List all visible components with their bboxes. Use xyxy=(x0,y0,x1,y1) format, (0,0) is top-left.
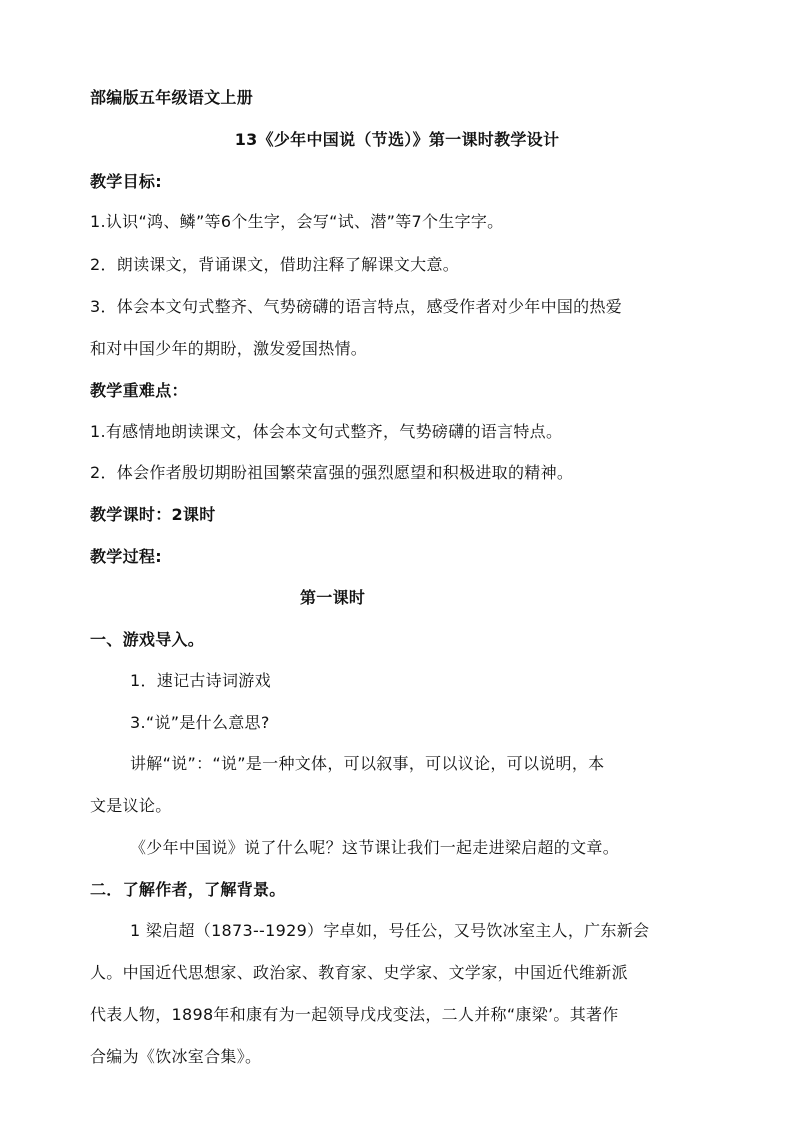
objectives-heading: 教学目标: xyxy=(90,172,162,191)
lesson-title: 第一课时 xyxy=(300,588,366,607)
document-header: 部编版五年级语文上册 xyxy=(90,88,254,107)
section-line-continued: 代表人物，1898年和康有为一起领导戊戌变法，二人并称“康梁’。其著作 xyxy=(90,1005,619,1024)
keypoints-heading: 教学重难点： xyxy=(90,381,188,400)
objective-item: 1.认识“鸿、鳞”等6个生字，会写“试、潜”等7个生字字。 xyxy=(90,212,504,231)
section-line: 《少年中国说》说了什么呢？这节课让我们一起走进梁启超的文章。 xyxy=(130,838,620,857)
section-line-continued: 合编为《饮冰室合集》。 xyxy=(90,1047,262,1066)
objective-item-continued: 和对中国少年的期盼，激发爱国热情。 xyxy=(90,339,368,358)
section-heading-author-background: 二．了解作者，了解背景。 xyxy=(90,880,286,899)
section-line-continued: 文是议论。 xyxy=(90,796,172,815)
section-line-continued: 人。中国近代思想家、政治家、教育家、史学家、文学家，中国近代维新派 xyxy=(90,963,628,982)
section-line: 1．速记古诗词游戏 xyxy=(130,671,271,690)
section-heading-game-intro: 一、游戏导入。 xyxy=(90,630,205,649)
class-hours: 教学课时：2课时 xyxy=(90,505,216,524)
objective-item: 3．体会本文句式整齐、气势磅礴的语言特点，感受作者对少年中国的热爱 xyxy=(90,297,623,316)
keypoint-item: 1.有感情地朗读课文，体会本文句式整齐，气势磅礴的语言特点。 xyxy=(90,422,563,441)
objective-item: 2．朗读课文，背诵课文，借助注释了解课文大意。 xyxy=(90,255,460,274)
section-line: 1 梁启超（1873--1929）字卓如，号任公，又号饮冰室主人，广东新会 xyxy=(130,921,650,940)
process-heading: 教学过程: xyxy=(90,547,162,566)
document-title: 13《少年中国说（节选）》第一课时教学设计 xyxy=(234,130,560,149)
section-line: 讲解“说”：“说”是一种文体，可以叙事，可以议论，可以说明，本 xyxy=(130,754,605,773)
section-line: 3.“说”是什么意思? xyxy=(130,713,270,732)
keypoint-item: 2．体会作者殷切期盼祖国繁荣富强的强烈愿望和积极进取的精神。 xyxy=(90,463,574,482)
